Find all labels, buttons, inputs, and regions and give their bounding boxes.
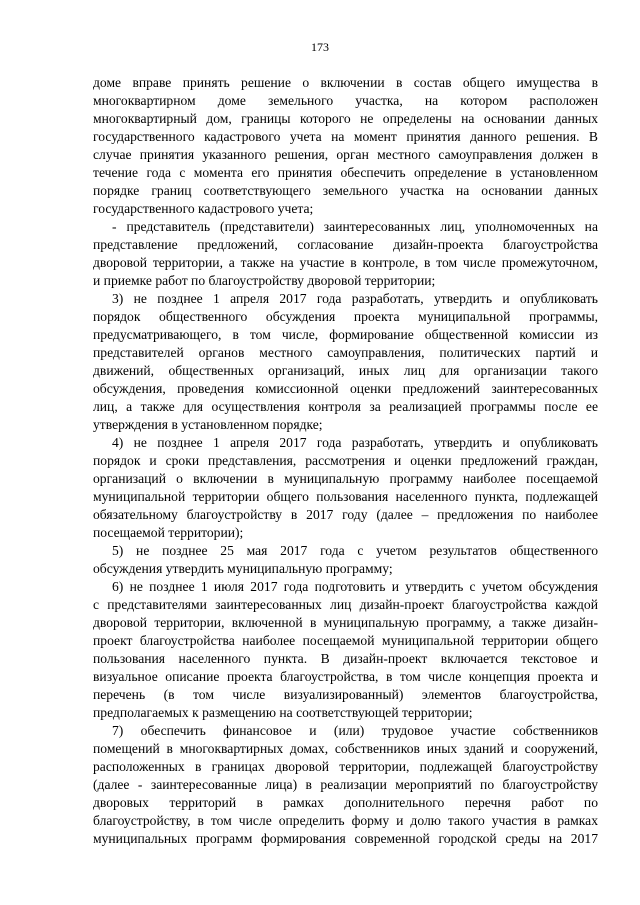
- text-line: расположенных в границах дворовой территории, подлежащей благоустройству: [93, 759, 598, 774]
- text-line: благоустройству, в том числе определить форму и долю такого участия в рамках: [93, 813, 598, 828]
- text-line: многоквартирном доме земельного участка, на котором расположен: [93, 93, 598, 108]
- text-line: государственного кадастрового учета на момент принятия данного решения. В: [93, 129, 598, 144]
- text-line: утверждения в установленном порядке;: [93, 417, 323, 432]
- text-line: - представитель (представители) заинтересованных лиц, уполномоченных на: [112, 219, 598, 234]
- text-line: муниципальных программ формирования современной городской среды на 2017: [93, 831, 598, 846]
- text-line: пользования населенного пункта. В дизайн-проект включается текстовое и: [93, 651, 598, 666]
- text-line: дворовой территории, а также на участие в контроле, в том числе промежуточном,: [93, 255, 598, 270]
- text-line: с представителями заинтересованных лиц дизайн-проект благоустройства каждой: [93, 597, 598, 612]
- text-line: представителей органов местного самоуправления, политических партий и: [93, 345, 598, 360]
- document-body: [93, 74, 598, 848]
- text-line: 6) не позднее 1 июля 2017 года подготовить и утвердить с учетом обсуждения: [112, 579, 598, 594]
- text-line: перечень (в том числе визуализированный) элементов благоустройства,: [93, 687, 598, 702]
- text-line: обсуждения, проведения комиссионной оценки предложений заинтересованных: [93, 381, 598, 396]
- text-line: проект благоустройства наиболее посещаемой муниципальной территории общего: [93, 633, 598, 648]
- text-line: лиц, а также для осуществления контроля за реализацией программы после ее: [93, 399, 598, 414]
- text-line: случае принятия указанного решения, орган местного самоуправления должен в: [93, 147, 598, 162]
- text-line: обязательному благоустройству в 2017 году (далее – предложения по наиболее: [93, 507, 598, 522]
- text-line: многоквартирный дом, границы которого не определены на основании данных: [93, 111, 598, 126]
- text-line: порядок и сроки представления, рассмотрения и оценки предложений граждан,: [93, 453, 598, 468]
- text-line: представление предложений, согласование дизайн-проекта благоустройства: [93, 237, 598, 252]
- text-line: дворовой территории, включенной в муниципальную программу, а также дизайн-: [93, 615, 598, 630]
- text-line: течение года с момента его принятия обеспечить определение в установленном: [93, 165, 598, 180]
- text-line: помещений в многоквартирных домах, собственников иных зданий и сооружений,: [93, 741, 598, 756]
- text-line: 5) не позднее 25 мая 2017 года с учетом результатов общественного: [112, 543, 598, 558]
- text-line: движений, общественных организаций, иных лиц для организации такого: [93, 363, 598, 378]
- text-line: порядок общественного обсуждения проекта муниципальной программы,: [93, 309, 598, 324]
- text-line: предусматривающего, в том числе, формирование общественной комиссии из: [93, 327, 598, 342]
- text-line: муниципальной территории общего пользования населенного пункта, подлежащей: [93, 489, 598, 504]
- text-line: доме вправе принять решение о включении в состав общего имущества в: [93, 75, 598, 90]
- text-line: дворовых территорий в рамках дополнительного перечня работ по: [93, 795, 598, 810]
- text-line: обсуждения утвердить муниципальную программу;: [93, 561, 393, 576]
- text-line: предполагаемых к размещению на соответствующей территории;: [93, 705, 473, 720]
- text-line: организаций о включении в муниципальную программу наиболее посещаемой: [93, 471, 598, 486]
- text-line: государственного кадастрового учета;: [93, 201, 314, 216]
- page-number: 173: [311, 40, 329, 54]
- text-line: (далее - заинтересованные лица) в реализации мероприятий по благоустройству: [93, 777, 598, 792]
- text-line: 3) не позднее 1 апреля 2017 года разработать, утвердить и опубликовать: [112, 291, 598, 306]
- text-line: 4) не позднее 1 апреля 2017 года разработать, утвердить и опубликовать: [112, 435, 598, 450]
- text-line: и приемке работ по благоустройству дворовой территории;: [93, 273, 436, 288]
- text-line: порядке границ соответствующего земельного участка на основании данных: [93, 183, 598, 198]
- text-line: визуальное описание проекта благоустройства, в том числе концепция проекта и: [93, 669, 598, 684]
- text-line: 7) обеспечить финансовое и (или) трудовое участие собственников: [112, 723, 598, 738]
- text-line: посещаемой территории);: [93, 525, 244, 540]
